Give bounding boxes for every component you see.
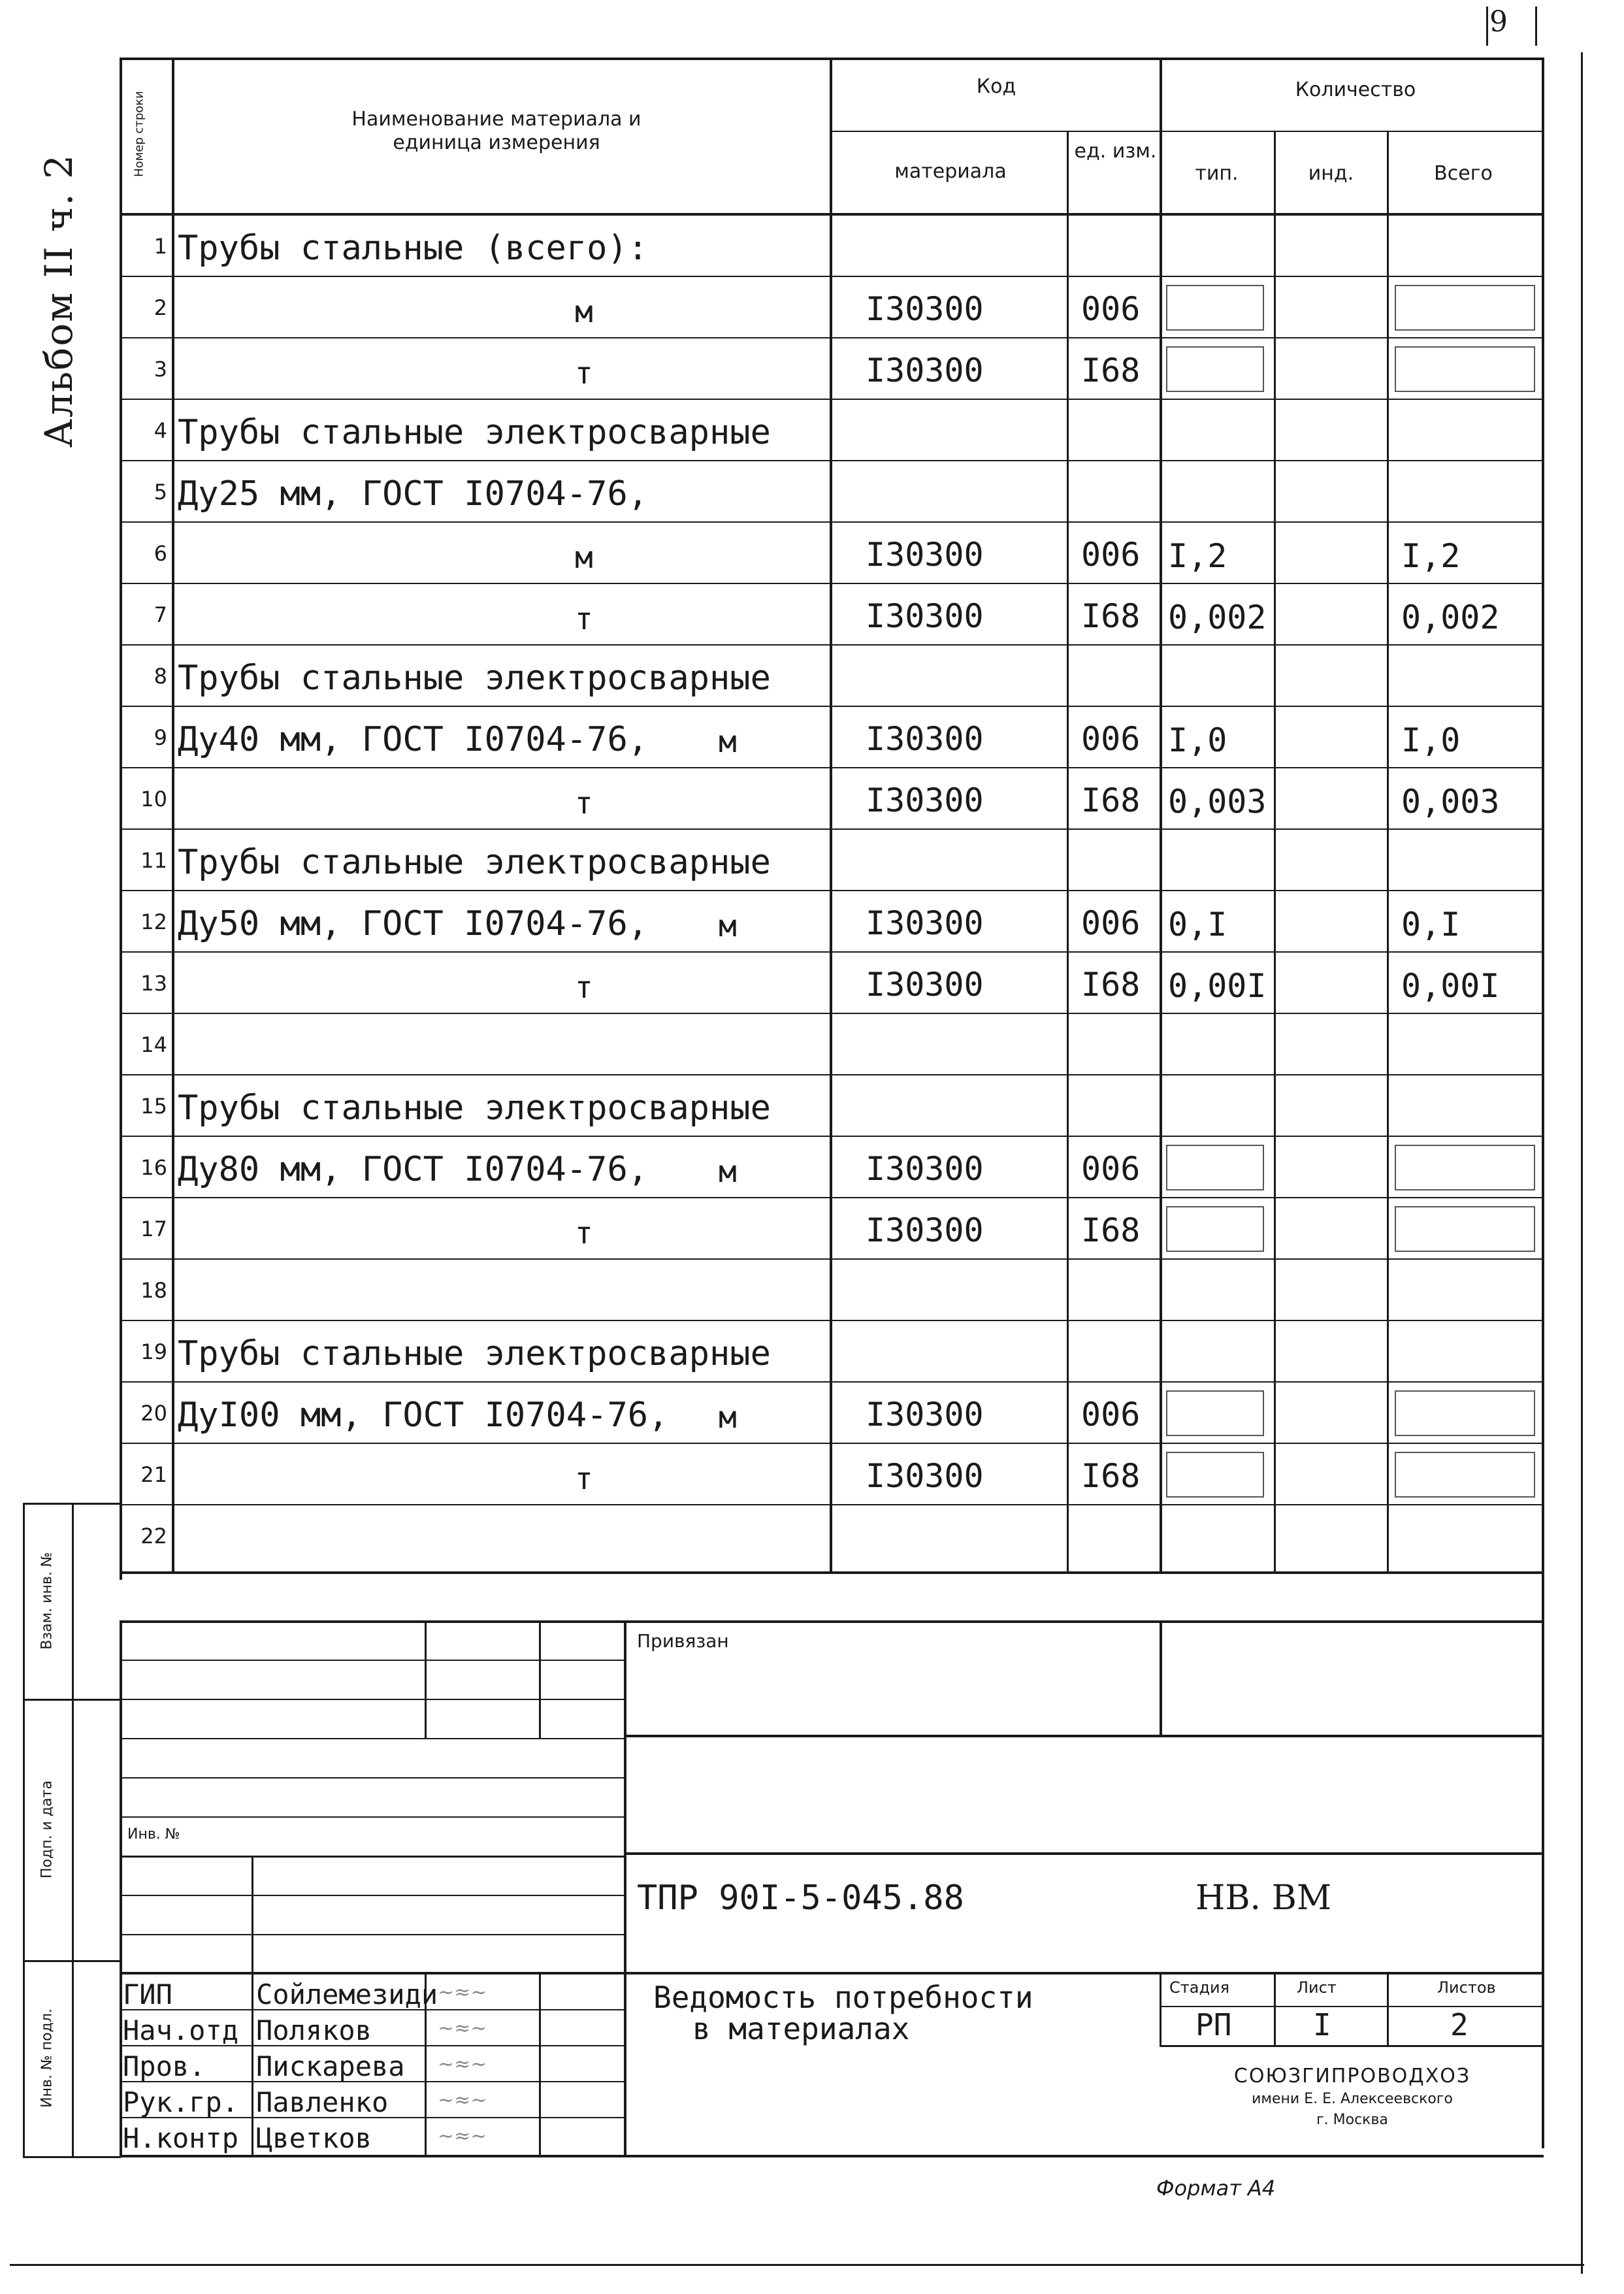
document-title-line1: Ведомость потребности <box>653 1980 1033 2015</box>
material-code: I30300 <box>866 290 984 328</box>
row-number: 21 <box>140 1462 167 1487</box>
side-label-vzam: Взам. инв. № <box>39 1552 56 1650</box>
unit-code: 006 <box>1081 290 1141 328</box>
sheet-label: Лист <box>1297 1978 1337 1997</box>
empty-value-box <box>1166 285 1264 331</box>
sheet-value: I <box>1313 2007 1331 2042</box>
material-code: I30300 <box>866 352 984 389</box>
material-name: Трубы стальные электросварные <box>178 1334 771 1373</box>
qty-total: I,2 <box>1401 537 1461 575</box>
row-number: 18 <box>140 1278 167 1303</box>
row-number: 19 <box>140 1339 167 1364</box>
signer-name: Сойлемезиди <box>256 1978 438 2010</box>
empty-value-box <box>1166 1206 1264 1252</box>
qty-total: 0,00I <box>1401 967 1500 1005</box>
row-number: 12 <box>140 909 167 934</box>
row-number: 15 <box>140 1094 167 1119</box>
empty-value-box <box>1395 1390 1535 1436</box>
material-name: Ду80 мм, ГОСТ I0704-76, <box>178 1150 649 1189</box>
row-number: 9 <box>154 725 167 750</box>
handwritten-signature: ∼≈∼ <box>438 2089 487 2112</box>
document-code: ТПР 90I-5-045.88 <box>637 1878 964 1918</box>
material-name: Трубы стальные электросварные <box>178 659 771 698</box>
row-number: 10 <box>140 787 167 811</box>
unit-code: 006 <box>1081 536 1141 574</box>
unit-code: I68 <box>1081 1457 1141 1495</box>
material-unit: м <box>719 1154 737 1189</box>
row-number: 8 <box>154 664 167 689</box>
signer-role: Н.контр <box>123 2122 239 2154</box>
signer-name: Цветков <box>256 2122 372 2154</box>
row-number: 7 <box>154 602 167 627</box>
empty-value-box <box>1166 1390 1264 1436</box>
material-code: I30300 <box>866 904 984 942</box>
stage-value: РП <box>1195 2007 1232 2042</box>
material-code: I30300 <box>866 1457 984 1495</box>
document-mark: НВ. ВМ <box>1195 1878 1332 1918</box>
material-unit: м <box>719 908 737 943</box>
signer-role: Нач.отд <box>123 2014 239 2046</box>
row-number: 5 <box>154 480 167 504</box>
sheet-number: 9 <box>1489 5 1508 39</box>
album-label: Альбом II ч. 2 <box>37 153 81 448</box>
qty-ind-header: инд. <box>1308 162 1354 185</box>
row-number: 17 <box>140 1217 167 1241</box>
row-number: 2 <box>154 295 167 320</box>
unit-code: I68 <box>1081 1211 1141 1249</box>
handwritten-signature: ∼≈∼ <box>438 2125 487 2148</box>
organization-name: СОЮЗГИПРОВОДХОЗ <box>1233 2065 1471 2088</box>
handwritten-signature: ∼≈∼ <box>438 2017 487 2040</box>
material-code: I30300 <box>866 720 984 758</box>
qty-typ: 0,002 <box>1168 598 1267 636</box>
row-number: 6 <box>154 541 167 566</box>
material-name: Ду40 мм, ГОСТ I0704-76, <box>178 720 649 759</box>
row-number: 20 <box>140 1401 167 1426</box>
material-name: Трубы стальные электросварные <box>178 413 771 452</box>
unit-code: I68 <box>1081 597 1141 635</box>
material-code: I30300 <box>866 966 984 1004</box>
empty-value-box <box>1395 1145 1535 1190</box>
side-label-podp: Подп. и дата <box>39 1780 56 1878</box>
empty-value-box <box>1395 285 1535 331</box>
empty-value-box <box>1395 1452 1535 1498</box>
signer-role: Пров. <box>123 2050 206 2082</box>
material-unit: м <box>575 294 593 329</box>
unit-code: 006 <box>1081 720 1141 758</box>
organization-subtitle: имени Е. Е. Алексеевского <box>1252 2091 1453 2107</box>
signer-role: ГИП <box>123 1978 172 2010</box>
qty-typ: I,0 <box>1168 721 1227 759</box>
row-number: 1 <box>154 234 167 259</box>
row-number: 22 <box>140 1524 167 1548</box>
unit-code: 006 <box>1081 1150 1141 1188</box>
sheets-label: Листов <box>1437 1978 1496 1997</box>
row-number-header: Номер строки <box>132 91 146 177</box>
format-label: Формат А4 <box>1156 2176 1276 2201</box>
material-unit: т <box>575 601 593 636</box>
row-number: 4 <box>154 418 167 443</box>
document-title-line2: в материалах <box>692 2011 910 2046</box>
handwritten-signature: ∼≈∼ <box>438 1981 487 2004</box>
qty-total: 0,003 <box>1401 783 1500 821</box>
qty-total: 0,I <box>1401 906 1461 943</box>
material-code: I30300 <box>866 597 984 635</box>
unit-code: I68 <box>1081 966 1141 1004</box>
material-name: Ду25 мм, ГОСТ I0704-76, <box>178 474 649 514</box>
material-code: I30300 <box>866 781 984 819</box>
material-unit: т <box>575 785 593 821</box>
row-number: 3 <box>154 357 167 382</box>
material-unit: т <box>575 1461 593 1496</box>
empty-value-box <box>1166 1145 1264 1190</box>
organization-city: г. Москва <box>1316 2112 1388 2128</box>
qty-typ: 0,I <box>1168 906 1227 943</box>
stage-label: Стадия <box>1169 1978 1230 1997</box>
unit-code: I68 <box>1081 352 1141 389</box>
name-column-header: Наименование материала и единица измерения <box>351 108 641 154</box>
material-unit: т <box>575 1215 593 1251</box>
empty-value-box <box>1395 346 1535 392</box>
row-number: 11 <box>140 848 167 873</box>
code-group-header: Код <box>976 75 1016 98</box>
row-number: 13 <box>140 971 167 996</box>
signer-name: Пискарева <box>256 2050 405 2082</box>
qty-group-header: Количество <box>1295 78 1416 101</box>
material-name: Ду50 мм, ГОСТ I0704-76, <box>178 904 649 943</box>
qty-total-header: Всего <box>1434 162 1493 185</box>
material-name: Трубы стальные электросварные <box>178 843 771 882</box>
unit-code: 006 <box>1081 904 1141 942</box>
row-number: 14 <box>140 1032 167 1057</box>
material-name: Трубы стальные (всего): <box>178 229 649 268</box>
qty-total: I,0 <box>1401 721 1461 759</box>
material-unit: м <box>575 540 593 575</box>
code-material-header: материала <box>894 160 1007 183</box>
material-unit: т <box>575 355 593 391</box>
material-unit: м <box>719 724 737 759</box>
qty-typ-header: тип. <box>1195 162 1239 185</box>
row-number: 16 <box>140 1155 167 1180</box>
qty-typ: 0,003 <box>1168 783 1267 821</box>
qty-total: 0,002 <box>1401 598 1500 636</box>
empty-value-box <box>1166 346 1264 392</box>
material-code: I30300 <box>866 1150 984 1188</box>
material-code: I30300 <box>866 536 984 574</box>
privyazan-label: Привязан <box>637 1630 729 1652</box>
unit-code: 006 <box>1081 1396 1141 1434</box>
empty-value-box <box>1166 1452 1264 1498</box>
material-unit: т <box>575 970 593 1005</box>
inv-no-label: Инв. № <box>127 1826 180 1843</box>
material-code: I30300 <box>866 1211 984 1249</box>
handwritten-signature: ∼≈∼ <box>438 2053 487 2076</box>
empty-value-box <box>1395 1206 1535 1252</box>
qty-typ: 0,00I <box>1168 967 1267 1005</box>
signer-name: Поляков <box>256 2014 372 2046</box>
signer-name: Павленко <box>256 2086 389 2118</box>
qty-typ: I,2 <box>1168 537 1227 575</box>
material-unit: м <box>719 1400 737 1435</box>
signer-role: Рук.гр. <box>123 2086 239 2118</box>
material-name: ДуI00 мм, ГОСТ I0704-76, <box>178 1396 669 1435</box>
code-unit-header: ед. изм. <box>1074 140 1157 163</box>
side-label-inv: Инв. № подл. <box>39 2008 56 2108</box>
material-name: Трубы стальные электросварные <box>178 1089 771 1128</box>
material-code: I30300 <box>866 1396 984 1434</box>
sheets-value: 2 <box>1450 2007 1469 2042</box>
unit-code: I68 <box>1081 781 1141 819</box>
